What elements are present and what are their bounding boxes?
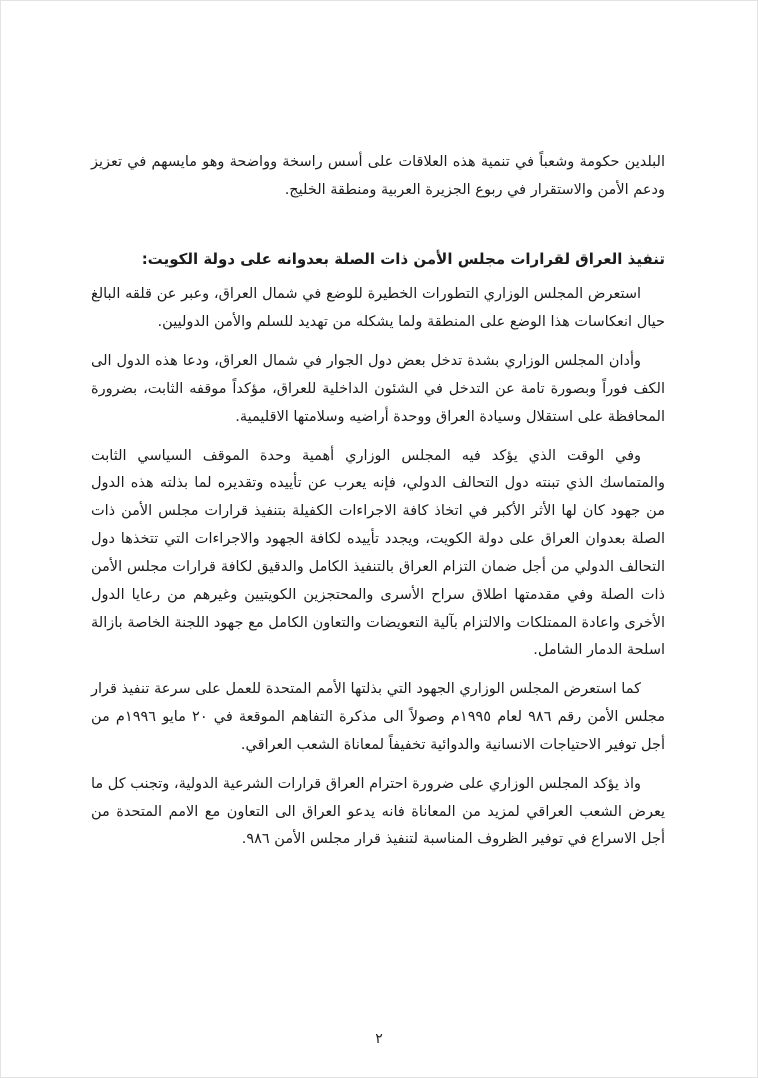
body-paragraph: واذ يؤكد المجلس الوزاري على ضرورة احترام العراق قرارات الشرعية الدولية، وتجنب كل ما يعرض الشعب العراقي لمزيد من المعاناة فانه يدعو العراق الى التعاون مع الامم المتحدة من أجل الاسراع في توفير الظروف المناسبة لتنفيذ قرار مجلس الأمن ٩٨٦. [90, 775, 665, 848]
page-content [91, 149, 665, 865]
body-paragraph: وفي الوقت الذي يؤكد فيه المجلس الوزاري أهمية وحدة الموقف السياسي الثابت والمتماسك الذي تبنته دول التحالف الدولي، فإنه يعرب عن تأييده وتقديره لما بذلته هذه الدول من جهود كان لها الأثر الأكبر في اتخاذ كافة الاجراءات الكفيلة بتنفيذ قرارات مجلس الأمن ذات الصلة بعدوان العراق على دولة الكويت، ويجدد تأييده لكافة الجهود والاجراءات التي تتخذها دول التحالف الدولي من أجل ضمان التزام العراق بالتنفيذ الكامل والدقيق لكافة قرارات مجلس الأمن ذات الصلة وفي مقدمتها اطلاق سراح الأسرى والمحتجزين الكويتيين وغيرهم من رعايا الدول الأخرى واعادة الممتلكات والالتزام بآلية التعويضات والتعاون الكامل مع جهود اللجنة الخاصة بازالة اسلحة الدمار الشامل. [91, 447, 665, 659]
section-heading: تنفيذ العراق لقرارات مجلس الأمن ذات الصلة بعدوانه على دولة الكويت: [141, 249, 665, 268]
body-paragraph: وأدان المجلس الوزاري بشدة تدخل بعض دول الجوار في شمال العراق، ودعا هذه الدول الى الكف فوراً وبصورة تامة عن التدخل في الشئون الداخلية للعراق، مؤكداً موقفه الثابت، بضرورة المحافظة على استقلال وسيادة العراق ووحدة أراضيه وسلامتها الاقليمية. [91, 353, 665, 425]
body-paragraph: كما استعرض المجلس الوزاري الجهود التي بذلتها الأمم المتحدة للعمل على سرعة تنفيذ قرار مجلس الأمن رقم ٩٨٦ لعام ١٩٩٥م وصولاً الى مذكرة التفاهم الموقعة في ٢٠ مايو ١٩٩٦م من أجل توفير الاحتياجات الانسانية والدوائية تخفيفاً لمعاناة الشعب العراقي. [91, 681, 665, 753]
intro-paragraph: البلدين حكومة وشعباً في تنمية هذه العلاقات على أسس راسخة وواضحة وهو مايسهم في تعزيز ودعم الأمن والاستقرار في ربوع الجزيرة العربية ومنطقة الخليج. [91, 154, 665, 198]
page-number: ٢ [375, 1031, 383, 1047]
body-paragraph: استعرض المجلس الوزاري التطورات الخطيرة للوضع في شمال العراق، وعبر عن قلقه البالغ حيال انعكاسات هذا الوضع على المنطقة ولما يشكله من تهديد للسلم والأمن الدوليين. [91, 286, 665, 331]
